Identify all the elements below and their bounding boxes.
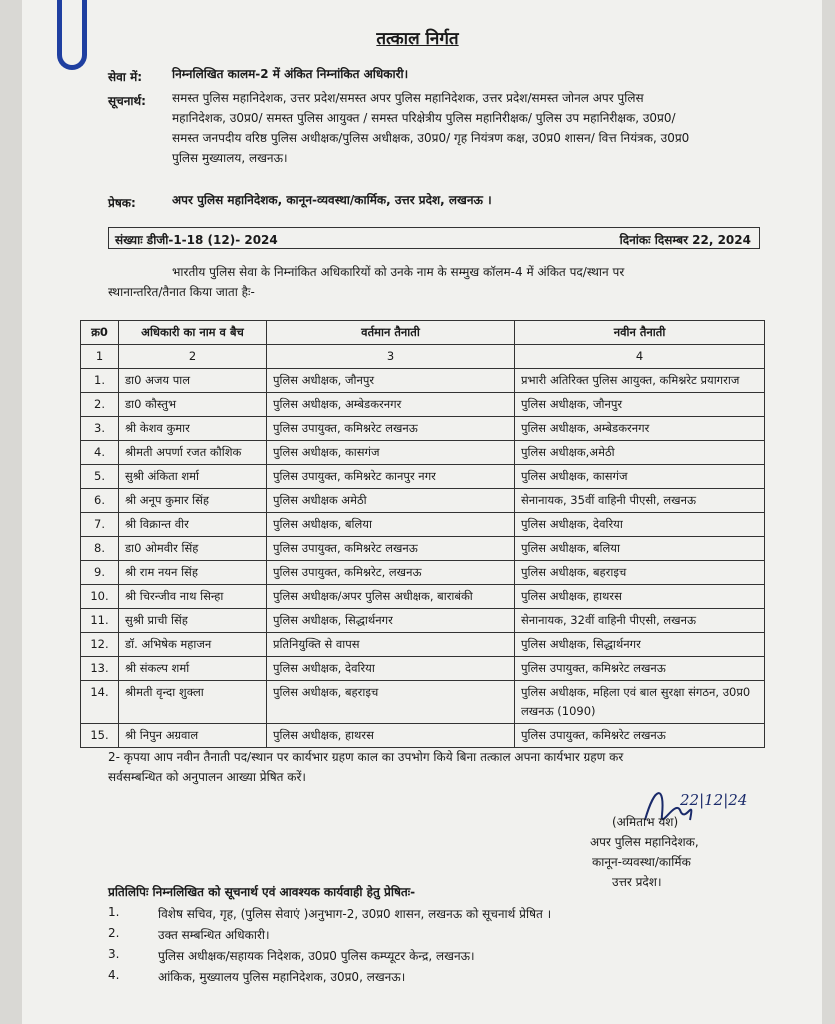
serial-cell: 4. [81, 441, 119, 465]
new-posting-cell: पुलिस अधीक्षक, महिला एवं बाल सुरक्षा संगठन, उ0प्र0 लखनऊ (1090) [515, 681, 765, 724]
preshak-text: अपर पुलिस महानिदेशक, कानून-व्यवस्था/कार्मिक, उत्तर प्रदेश, लखनऊ । [172, 193, 492, 207]
table-row [81, 513, 765, 537]
current-posting-cell: पुलिस अधीक्षक, बलिया [267, 513, 515, 537]
seva-label: सेवा में: [108, 70, 143, 84]
copy-item-text: पुलिस अधीक्षक/सहायक निदेशक, उ0प्र0 पुलिस कम्प्यूटर केन्द्र, लखनऊ। [158, 949, 475, 963]
current-posting-cell: पुलिस अधीक्षक, देवरिया [267, 657, 515, 681]
new-posting-cell: पुलिस अधीक्षक, बलिया [515, 537, 765, 561]
table-row [81, 537, 765, 561]
table-row [81, 724, 765, 748]
table-row [81, 657, 765, 681]
serial-cell: 10. [81, 585, 119, 609]
suchnarth-line-2: महानिदेशक, उ0प्र0/ समस्त पुलिस आयुक्त / समस्त परिक्षेत्रीय पुलिस महानिरीक्षक/ पुलिस उप महानिरीक्षक, उ0प्र0/ [172, 111, 676, 125]
new-posting-cell: पुलिस अधीक्षक, अम्बेडकरनगर [515, 417, 765, 441]
officer-name-cell: श्री राम नयन सिंह [119, 561, 267, 585]
table-row [81, 561, 765, 585]
officer-name-cell: श्री अनूप कुमार सिंह [119, 489, 267, 513]
col-number-2: 2 [119, 345, 267, 369]
table-row [81, 417, 765, 441]
serial-cell: 14. [81, 681, 119, 724]
signatory-name: (अमिताभ यश) [612, 815, 679, 829]
officer-name-cell: डा0 ओमवीर सिंह [119, 537, 267, 561]
suchnarth-line-1: समस्त पुलिस महानिदेशक, उत्तर प्रदेश/समस्त अपर पुलिस महानिदेशक, उत्तर प्रदेश/समस्त जोनल अपर पुलिस [172, 91, 644, 105]
officer-name-cell: श्रीमती अपर्णा रजत कौशिक [119, 441, 267, 465]
officer-name-cell: सुश्री प्राची सिंह [119, 609, 267, 633]
suchnarth-label: सूचनार्थ: [108, 94, 146, 108]
para2-line-1: 2- कृपया आप नवीन तैनाती पद/स्थान पर कार्यभार ग्रहण काल का उपभोग किये बिना तत्काल अपना कार्यभार ग्रहण कर [108, 750, 624, 764]
table-row [81, 441, 765, 465]
table-row [81, 369, 765, 393]
new-posting-cell: सेनानायक, 35वीं वाहिनी पीएसी, लखनऊ [515, 489, 765, 513]
new-posting-cell: पुलिस अधीक्षक,अमेठी [515, 441, 765, 465]
officer-name-cell: श्री संकल्प शर्मा [119, 657, 267, 681]
table-row [81, 585, 765, 609]
signature-date: 22|12|24 [680, 791, 748, 809]
col-header-serial: क्र0 [81, 321, 119, 345]
serial-cell: 5. [81, 465, 119, 489]
current-posting-cell: पुलिस अधीक्षक, कासगंज [267, 441, 515, 465]
serial-cell: 6. [81, 489, 119, 513]
current-posting-cell: पुलिस उपायुक्त, कमिश्नरेट, लखनऊ [267, 561, 515, 585]
serial-cell: 2. [81, 393, 119, 417]
signatory-designation-1: अपर पुलिस महानिदेशक, [590, 835, 699, 849]
current-posting-cell: पुलिस अधीक्षक, हाथरस [267, 724, 515, 748]
officer-name-cell: डॉ. अभिषेक महाजन [119, 633, 267, 657]
reference-number: संख्याः डीजी-1-18 (12)- 2024 [115, 233, 278, 247]
col-number-4: 4 [515, 345, 765, 369]
table-row [81, 609, 765, 633]
officer-name-cell: डा0 अजय पाल [119, 369, 267, 393]
serial-cell: 7. [81, 513, 119, 537]
current-posting-cell: पुलिस उपायुक्त, कमिश्नरेट कानपुर नगर [267, 465, 515, 489]
new-posting-cell: पुलिस अधीक्षक, कासगंज [515, 465, 765, 489]
new-posting-cell: सेनानायक, 32वीं वाहिनी पीएसी, लखनऊ [515, 609, 765, 633]
current-posting-cell: प्रतिनियुक्ति से वापस [267, 633, 515, 657]
copy-item-number: 4. [108, 968, 120, 982]
current-posting-cell: पुलिस अधीक्षक अमेठी [267, 489, 515, 513]
signatory-designation-2: कानून-व्यवस्था/कार्मिक [592, 855, 691, 869]
transfer-table [80, 320, 765, 748]
page-title: तत्काल निर्गत [376, 29, 459, 49]
col-header-officer: अधिकारी का नाम व बैच [119, 321, 267, 345]
table-row [81, 681, 765, 724]
reference-box [108, 227, 760, 249]
current-posting-cell: पुलिस अधीक्षक/अपर पुलिस अधीक्षक, बाराबंकी [267, 585, 515, 609]
officer-name-cell: श्री निपुन अग्रवाल [119, 724, 267, 748]
new-posting-cell: पुलिस उपायुक्त, कमिश्नरेट लखनऊ [515, 724, 765, 748]
officer-name-cell: डा0 कौस्तुभ [119, 393, 267, 417]
table-row [81, 633, 765, 657]
copy-item-number: 2. [108, 926, 120, 940]
new-posting-cell: पुलिस उपायुक्त, कमिश्नरेट लखनऊ [515, 657, 765, 681]
new-posting-cell: पुलिस अधीक्षक, देवरिया [515, 513, 765, 537]
serial-cell: 8. [81, 537, 119, 561]
officer-name-cell: श्री विक्रान्त वीर [119, 513, 267, 537]
serial-cell: 15. [81, 724, 119, 748]
table-body [81, 369, 765, 748]
serial-cell: 13. [81, 657, 119, 681]
current-posting-cell: पुलिस अधीक्षक, जौनपुर [267, 369, 515, 393]
col-header-new-posting: नवीन तैनाती [515, 321, 765, 345]
current-posting-cell: पुलिस अधीक्षक, अम्बेडकरनगर [267, 393, 515, 417]
new-posting-cell: पुलिस अधीक्षक, हाथरस [515, 585, 765, 609]
officer-name-cell: सुश्री अंकिता शर्मा [119, 465, 267, 489]
reference-date: दिनांकः दिसम्बर 22, 2024 [619, 233, 751, 247]
current-posting-cell: पुलिस अधीक्षक, बहराइच [267, 681, 515, 724]
col-header-current-posting: वर्तमान तैनाती [267, 321, 515, 345]
seva-text: निम्नलिखित कालम-2 में अंकित निम्नांकित अधिकारी। [172, 67, 409, 81]
intro-line-2: स्थानान्तरित/तैनात किया जाता हैः- [108, 285, 255, 299]
copy-item-text: विशेष सचिव, गृह, (पुलिस सेवाएं )अनुभाग-2, उ0प्र0 शासन, लखनऊ को सूचनार्थ प्रेषित । [158, 907, 552, 921]
copy-item-text: आंकिक, मुख्यालय पुलिस महानिदेशक, उ0प्र0, लखनऊ। [158, 970, 406, 984]
serial-cell: 9. [81, 561, 119, 585]
officer-name-cell: श्री केशव कुमार [119, 417, 267, 441]
col-number-3: 3 [267, 345, 515, 369]
officer-name-cell: श्री चिरन्जीव नाथ सिन्हा [119, 585, 267, 609]
officer-name-cell: श्रीमती वृन्दा शुक्ला [119, 681, 267, 724]
suchnarth-line-4: पुलिस मुख्यालय, लखनऊ। [172, 151, 288, 165]
serial-cell: 3. [81, 417, 119, 441]
serial-cell: 12. [81, 633, 119, 657]
signatory-designation-3: उत्तर प्रदेश। [612, 875, 662, 889]
current-posting-cell: पुलिस अधीक्षक, सिद्धार्थनगर [267, 609, 515, 633]
copy-item-text: उक्त सम्बन्धित अधिकारी। [158, 928, 270, 942]
new-posting-cell: पुलिस अधीक्षक, सिद्धार्थनगर [515, 633, 765, 657]
new-posting-cell: पुलिस अधीक्षक, बहराइच [515, 561, 765, 585]
copy-item-number: 3. [108, 947, 120, 961]
table-row [81, 393, 765, 417]
preshak-label: प्रेषक: [108, 196, 136, 210]
current-posting-cell: पुलिस उपायुक्त, कमिश्नरेट लखनऊ [267, 417, 515, 441]
serial-cell: 11. [81, 609, 119, 633]
table-row [81, 465, 765, 489]
copy-heading: प्रतिलिपिः निम्नलिखित को सूचनार्थ एवं आवश्यक कार्यवाही हेतु प्रेषितः- [108, 885, 416, 899]
table-row [81, 489, 765, 513]
serial-cell: 1. [81, 369, 119, 393]
para2-line-2: सर्वसम्बन्धित को अनुपालन आख्या प्रेषित करें। [108, 770, 306, 784]
copy-item-number: 1. [108, 905, 120, 919]
current-posting-cell: पुलिस उपायुक्त, कमिश्नरेट लखनऊ [267, 537, 515, 561]
intro-line-1: भारतीय पुलिस सेवा के निम्नांकित अधिकारियों को उनके नाम के सम्मुख कॉलम-4 में अंकित पद/स्थान पर [172, 265, 625, 279]
col-number-1: 1 [81, 345, 119, 369]
suchnarth-line-3: समस्त जनपदीय वरिष्ठ पुलिस अधीक्षक/पुलिस अधीक्षक, उ0प्र0/ गृह नियंत्रण कक्ष, उ0प्र0 शासन/ वित्त नियंत्रक, उ0प्र0 [172, 131, 690, 145]
new-posting-cell: पुलिस अधीक्षक, जौनपुर [515, 393, 765, 417]
new-posting-cell: प्रभारी अतिरिक्त पुलिस आयुक्त, कमिश्नरेट प्रयागराज [515, 369, 765, 393]
